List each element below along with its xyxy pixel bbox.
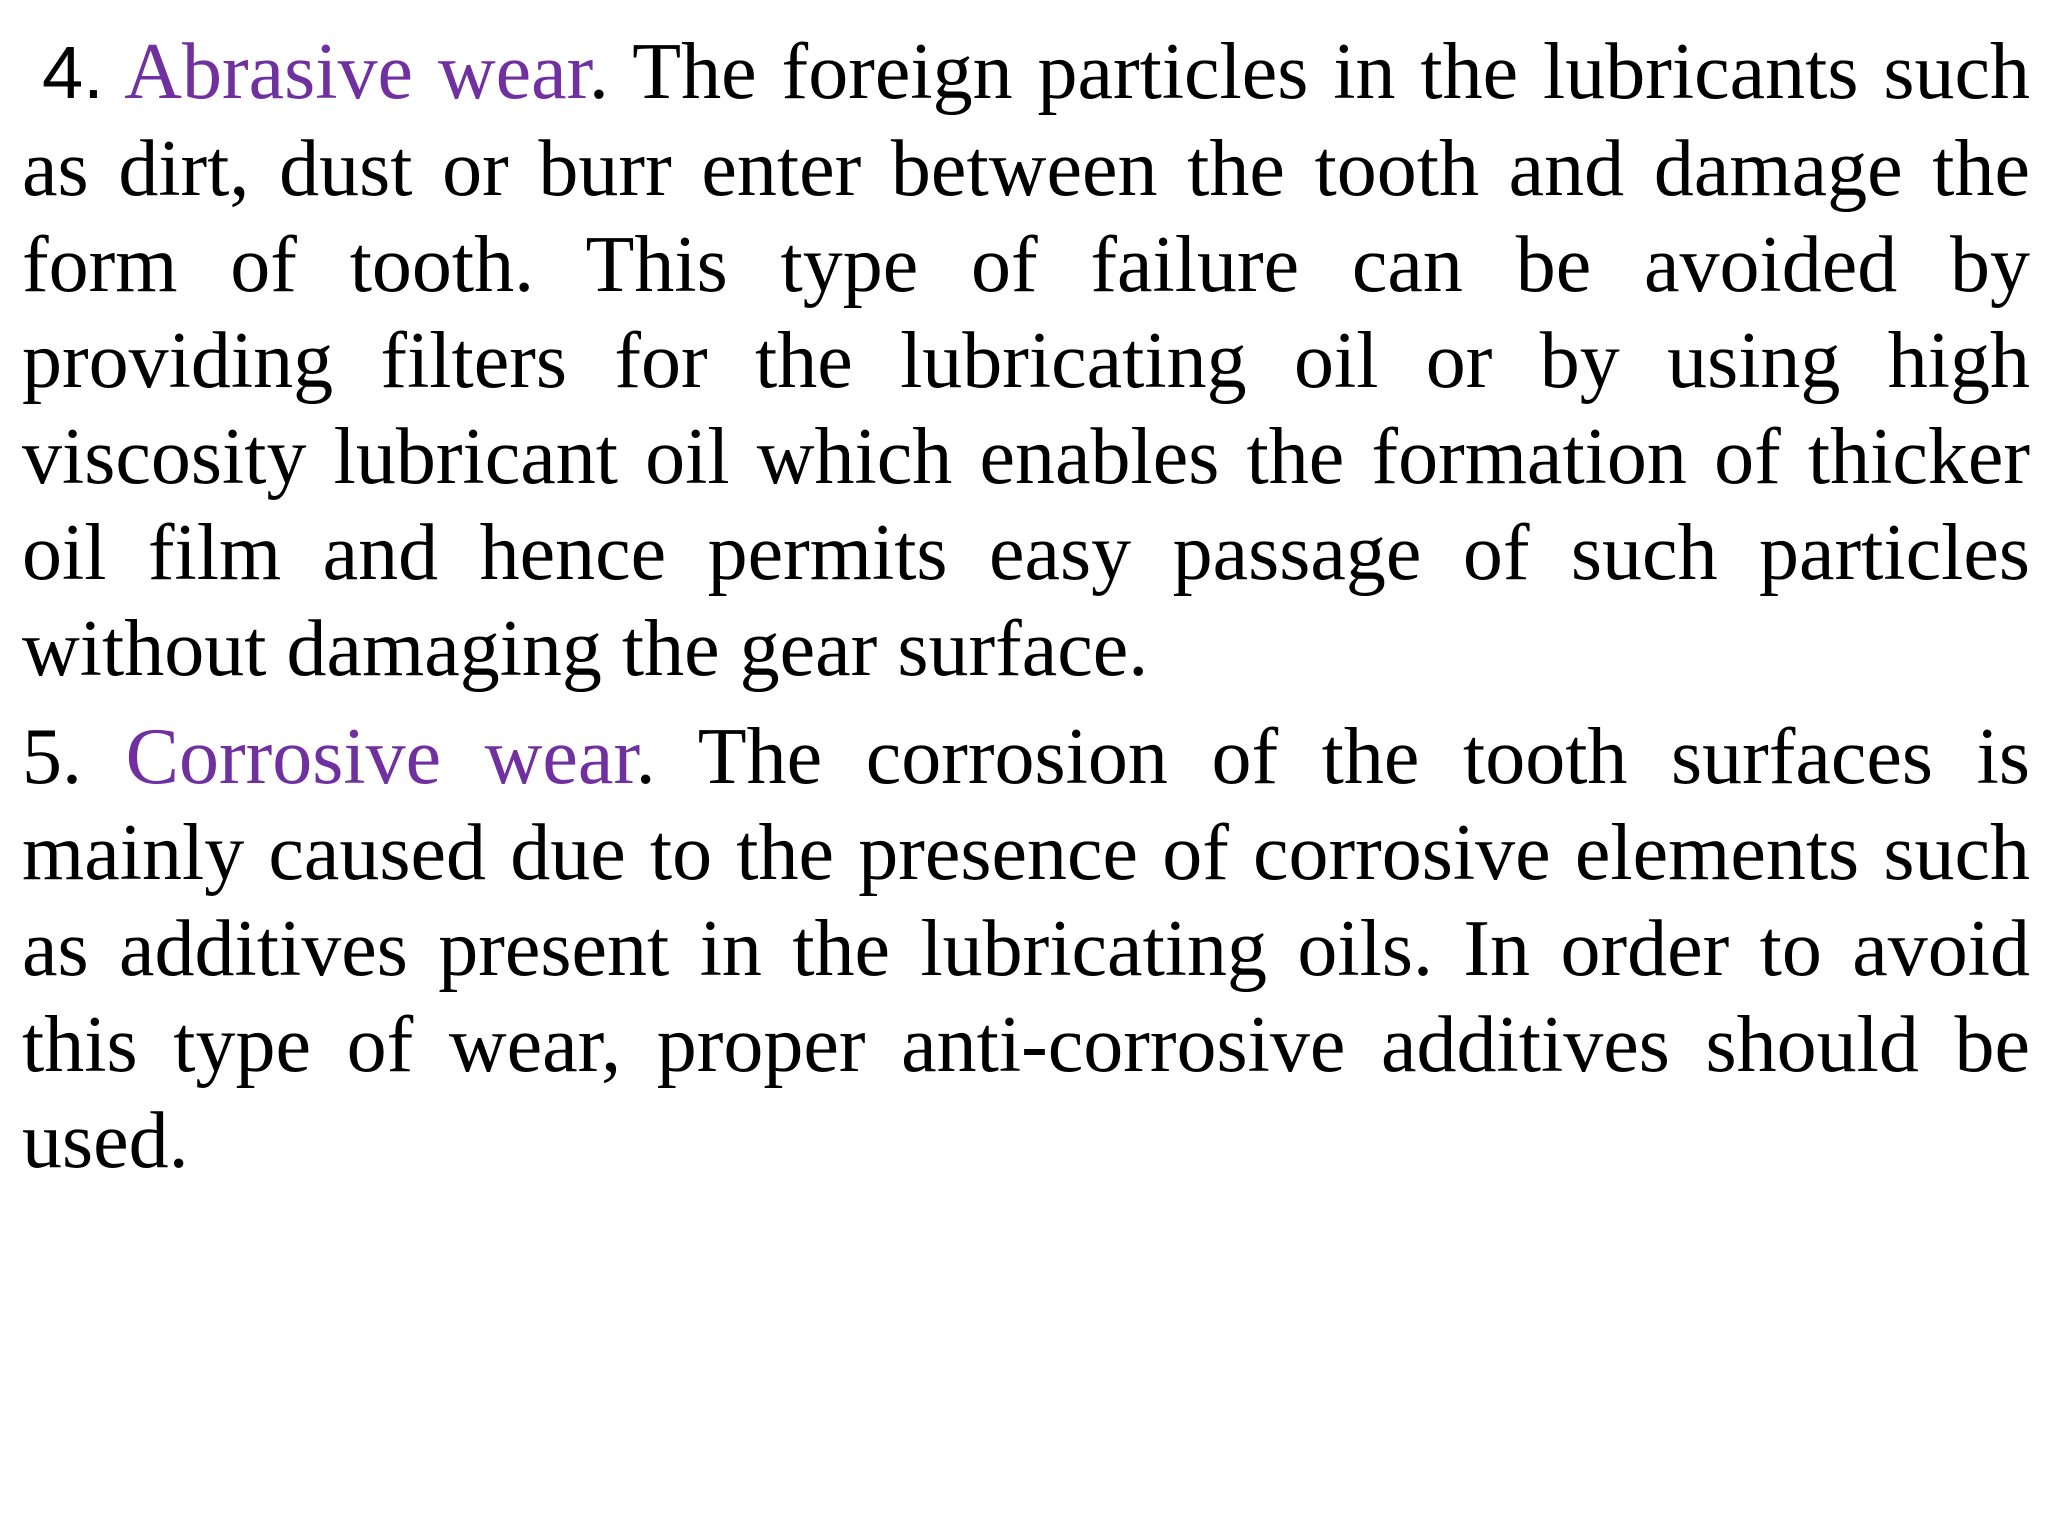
- item-number: 5.: [22, 713, 82, 801]
- paragraph-corrosive-wear: [22, 709, 2030, 1189]
- item-heading-corrosive-wear: Corrosive wear: [125, 713, 636, 801]
- item-heading-punct: .: [588, 28, 609, 116]
- item-body-corrosive-wear: The corrosion of the tooth surfaces is mainly caused due to the presence of corrosive elements such as additives present in the lubricating oils. In order to avoid this type of wear, proper anti-corrosive additives should be used.: [22, 713, 2030, 1185]
- item-body-abrasive-wear: The foreign particles in the lubricants such as dirt, dust or burr enter between the tooth and damage the form of tooth. This type of failure can be avoided by providing filters for the lubricating oil or by using high viscosity lubricant oil which enables the formation of thicker oil film and hence permits easy passage of such particles without damaging the gear surface.: [22, 28, 2030, 693]
- paragraph-abrasive-wear: [22, 24, 2030, 697]
- item-heading-punct: .: [635, 713, 656, 801]
- item-heading-abrasive-wear: Abrasive wear: [124, 28, 589, 116]
- slide-content: [22, 24, 2030, 1189]
- item-number: 4.: [42, 31, 104, 114]
